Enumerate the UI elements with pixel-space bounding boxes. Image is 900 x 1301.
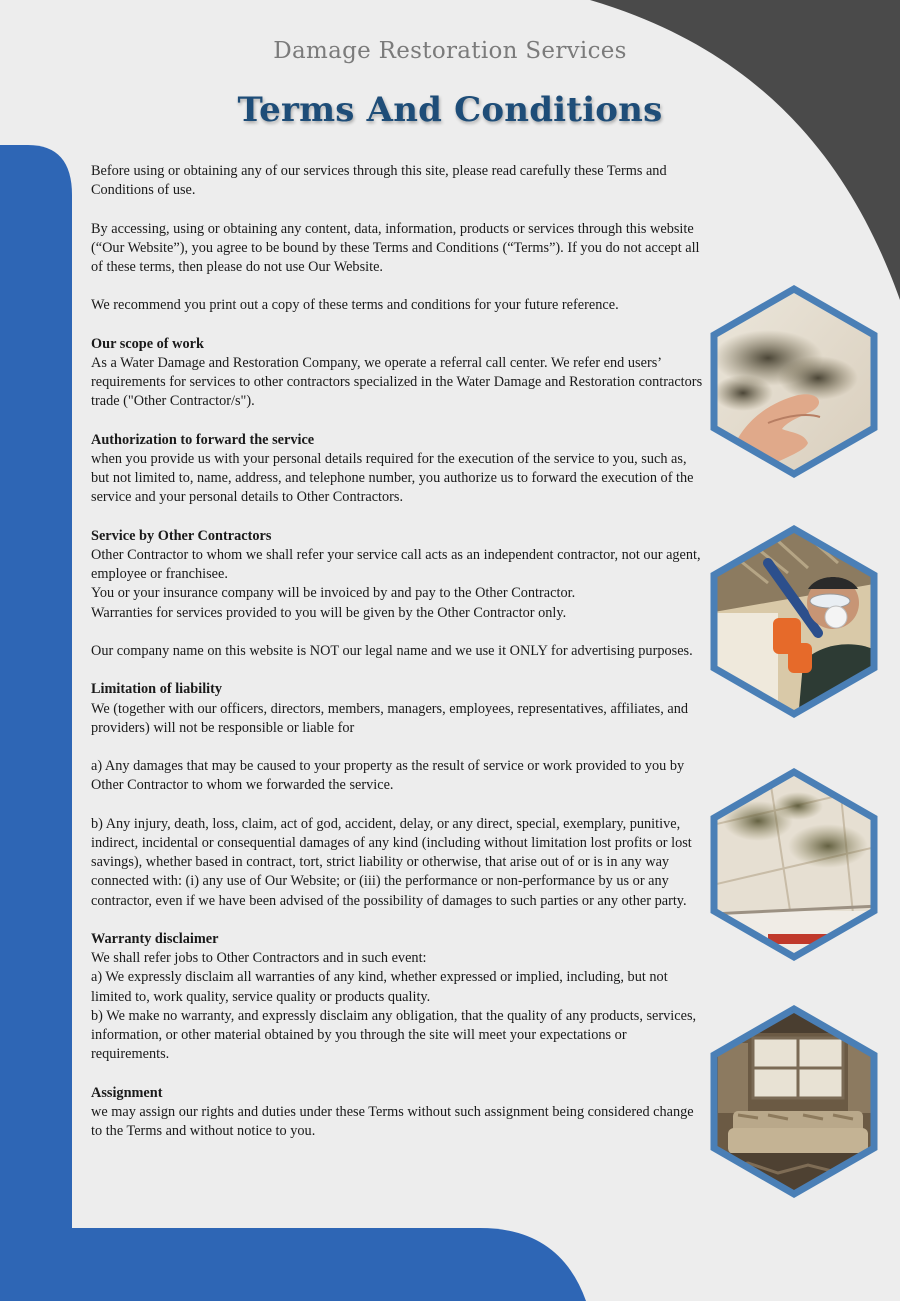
- terms-body: [91, 162, 707, 1160]
- intro-paragraph-3: We recommend you print out a copy of these terms and conditions for your future reference.: [91, 297, 619, 314]
- section-liability: [91, 680, 707, 910]
- section-text: As a Water Damage and Restoration Company, we operate a referral call center. We refer end users’ requirements for services to other contractors specialized in the Water Damage and Restoration contractors trade ("Other Contractor/s").: [91, 354, 703, 410]
- liability-item-a: a) Any damages that may be caused to your property as the result of service or work provided to you by Other Contractor to whom we forwarded the service.: [91, 758, 685, 794]
- section-text: we may assign our rights and duties under these Terms without such assignment being considered change to the Terms and without notice to you.: [91, 1103, 694, 1139]
- text-line: b) We make no warranty, and expressly disclaim any obligation, that the quality of any products, services, information, or other material obtained by you through the site will meet your expectations or requirements.: [91, 1007, 697, 1063]
- damaged-room-sofa-photo: [708, 1003, 880, 1200]
- mold-ceiling-tiles-photo: [708, 766, 880, 963]
- moldy-ceiling-hand-photo: [708, 283, 880, 480]
- section-heading: Assignment: [91, 1084, 163, 1101]
- section-text: [91, 949, 707, 1064]
- liability-item-b: b) Any injury, death, loss, claim, act of god, accident, delay, or any direct, special, exemplary, punitive, indirect, incidental or consequential damages of any kind (including without limitation lost profits or lost savings), whether based in contract, tort, strict liability or otherwise, that arise out of or is in any way connected with: (i) any use of Our Website; or (iii) the performance or non-performance by us or any contractor, even if we have been advised of the possibility of damages to such parties or any other party.: [91, 815, 692, 909]
- intro-paragraph-2: By accessing, using or obtaining any content, data, information, products or services through this website (“Our Website”), you agree to be bound by these Terms and Conditions (“Terms”). If you do not accept all of these terms, then please do not use Our Website.: [91, 220, 700, 275]
- section-authorization: [91, 431, 707, 508]
- section-assignment: [91, 1084, 707, 1142]
- text-line: Other Contractor to whom we shall refer your service call acts as an independent contractor, not our agent, employee or franchisee.: [91, 546, 701, 583]
- company-name-notice: Our company name on this website is NOT our legal name and we use it ONLY for advertising purposes.: [91, 642, 693, 659]
- blue-side-band: [0, 145, 72, 1228]
- section-heading: Authorization to forward the service: [91, 431, 315, 448]
- section-heading: Limitation of liability: [91, 681, 223, 698]
- page-title: Terms And Conditions: [237, 90, 663, 130]
- section-heading: Our scope of work: [91, 335, 204, 352]
- blue-bottom-band: [0, 1228, 586, 1301]
- section-text: [91, 546, 707, 623]
- text-line: You or your insurance company will be invoiced by and pay to the Other Contractor.: [91, 585, 576, 602]
- text-line: Warranties for services provided to you will be given by the Other Contractor only.: [91, 604, 567, 621]
- site-name: Damage Restoration Services: [273, 38, 627, 64]
- intro-paragraph-1: Before using or obtaining any of our services through this site, please read carefully these Terms and Conditions of use.: [91, 163, 667, 199]
- section-text: We (together with our officers, directors, members, managers, employees, representatives, affiliates, and providers) will not be responsible or liable for: [91, 700, 688, 736]
- worker-respirator-photo: [708, 523, 880, 720]
- section-scope: [91, 335, 707, 412]
- text-line: We shall refer jobs to Other Contractors and in such event:: [91, 950, 427, 967]
- section-warranty: [91, 930, 707, 1064]
- section-heading: Warranty disclaimer: [91, 930, 219, 947]
- section-service: [91, 527, 707, 623]
- section-text: when you provide us with your personal details required for the execution of the service to you, such as, but not limited to, name, address, and telephone number, you authorize us to forward the execution of the service and your personal details to Other Contractors.: [91, 450, 694, 506]
- text-line: a) We expressly disclaim all warranties of any kind, whether expressed or implied, including, but not limited to, work quality, service quality or products quality.: [91, 969, 668, 1005]
- section-heading: Service by Other Contractors: [91, 527, 272, 544]
